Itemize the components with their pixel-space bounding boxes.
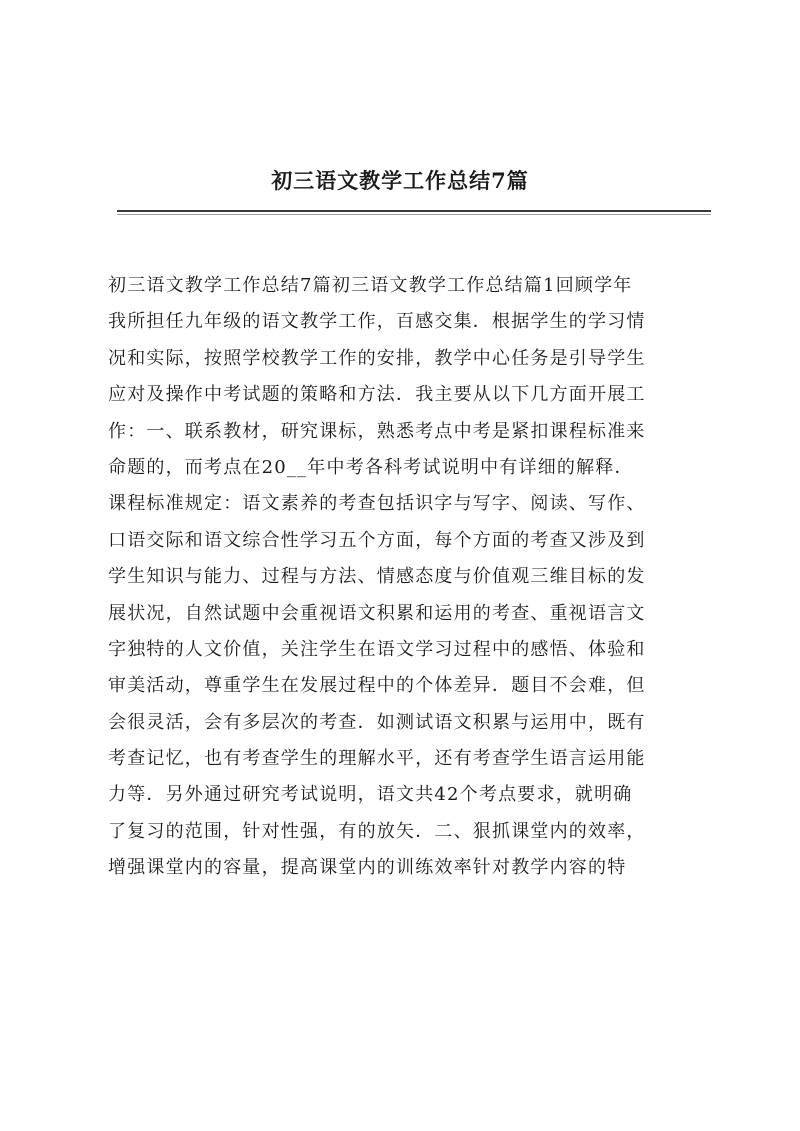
body-line: 力等．另外通过研究考试说明，语文共42个考点要求，就明确 <box>108 784 633 806</box>
body-line: 口语交际和语文综合性学习五个方面，每个方面的考查又涉及到 <box>108 529 646 551</box>
body-line: 审美活动，尊重学生在发展过程中的个体差异．题目不会难，但 <box>108 675 646 697</box>
body-line: 命题的，而考点在20__年中考各科考试说明中有详细的解释． <box>108 456 634 478</box>
body-line: 我所担任九年级的语文教学工作，百感交集．根据学生的学习情 <box>108 311 646 333</box>
body-line: 作：一、联系教材，研究课标，熟悉考点中考是紧扣课程标准来 <box>108 420 646 442</box>
title-rule-thick <box>117 210 711 212</box>
body-line: 字独特的人文价值，关注学生在语文学习过程中的感悟、体验和 <box>108 638 646 660</box>
document-title: 初三语文教学工作总结7篇 <box>271 168 529 193</box>
body-line: 应对及操作中考试题的策略和方法．我主要从以下几方面开展工 <box>108 384 646 406</box>
document-body <box>108 268 712 887</box>
body-line: 况和实际，按照学校教学工作的安排，教学中心任务是引导学生 <box>108 347 646 369</box>
title-rule-thin <box>117 214 711 215</box>
body-line: 会很灵活，会有多层次的考查．如测试语文积累与运用中，既有 <box>108 711 646 733</box>
body-line: 考查记忆，也有考查学生的理解水平，还有考查学生语言运用能 <box>108 748 646 770</box>
body-line: 学生知识与能力、过程与方法、情感态度与价值观三维目标的发 <box>108 566 646 588</box>
body-line: 增强课堂内的容量，提高课堂内的训练效率针对教学内容的特 <box>108 857 627 879</box>
body-line: 初三语文教学工作总结7篇初三语文教学工作总结篇1回顾学年 <box>108 275 633 296</box>
body-line: 展状况，自然试题中会重视语文积累和运用的考查、重视语言文 <box>108 602 646 624</box>
body-line: 课程标准规定：语文素养的考查包括识字与写字、阅读、写作、 <box>108 493 646 515</box>
body-line: 了复习的范围，针对性强，有的放矢．二、狠抓课堂内的效率， <box>108 820 646 842</box>
